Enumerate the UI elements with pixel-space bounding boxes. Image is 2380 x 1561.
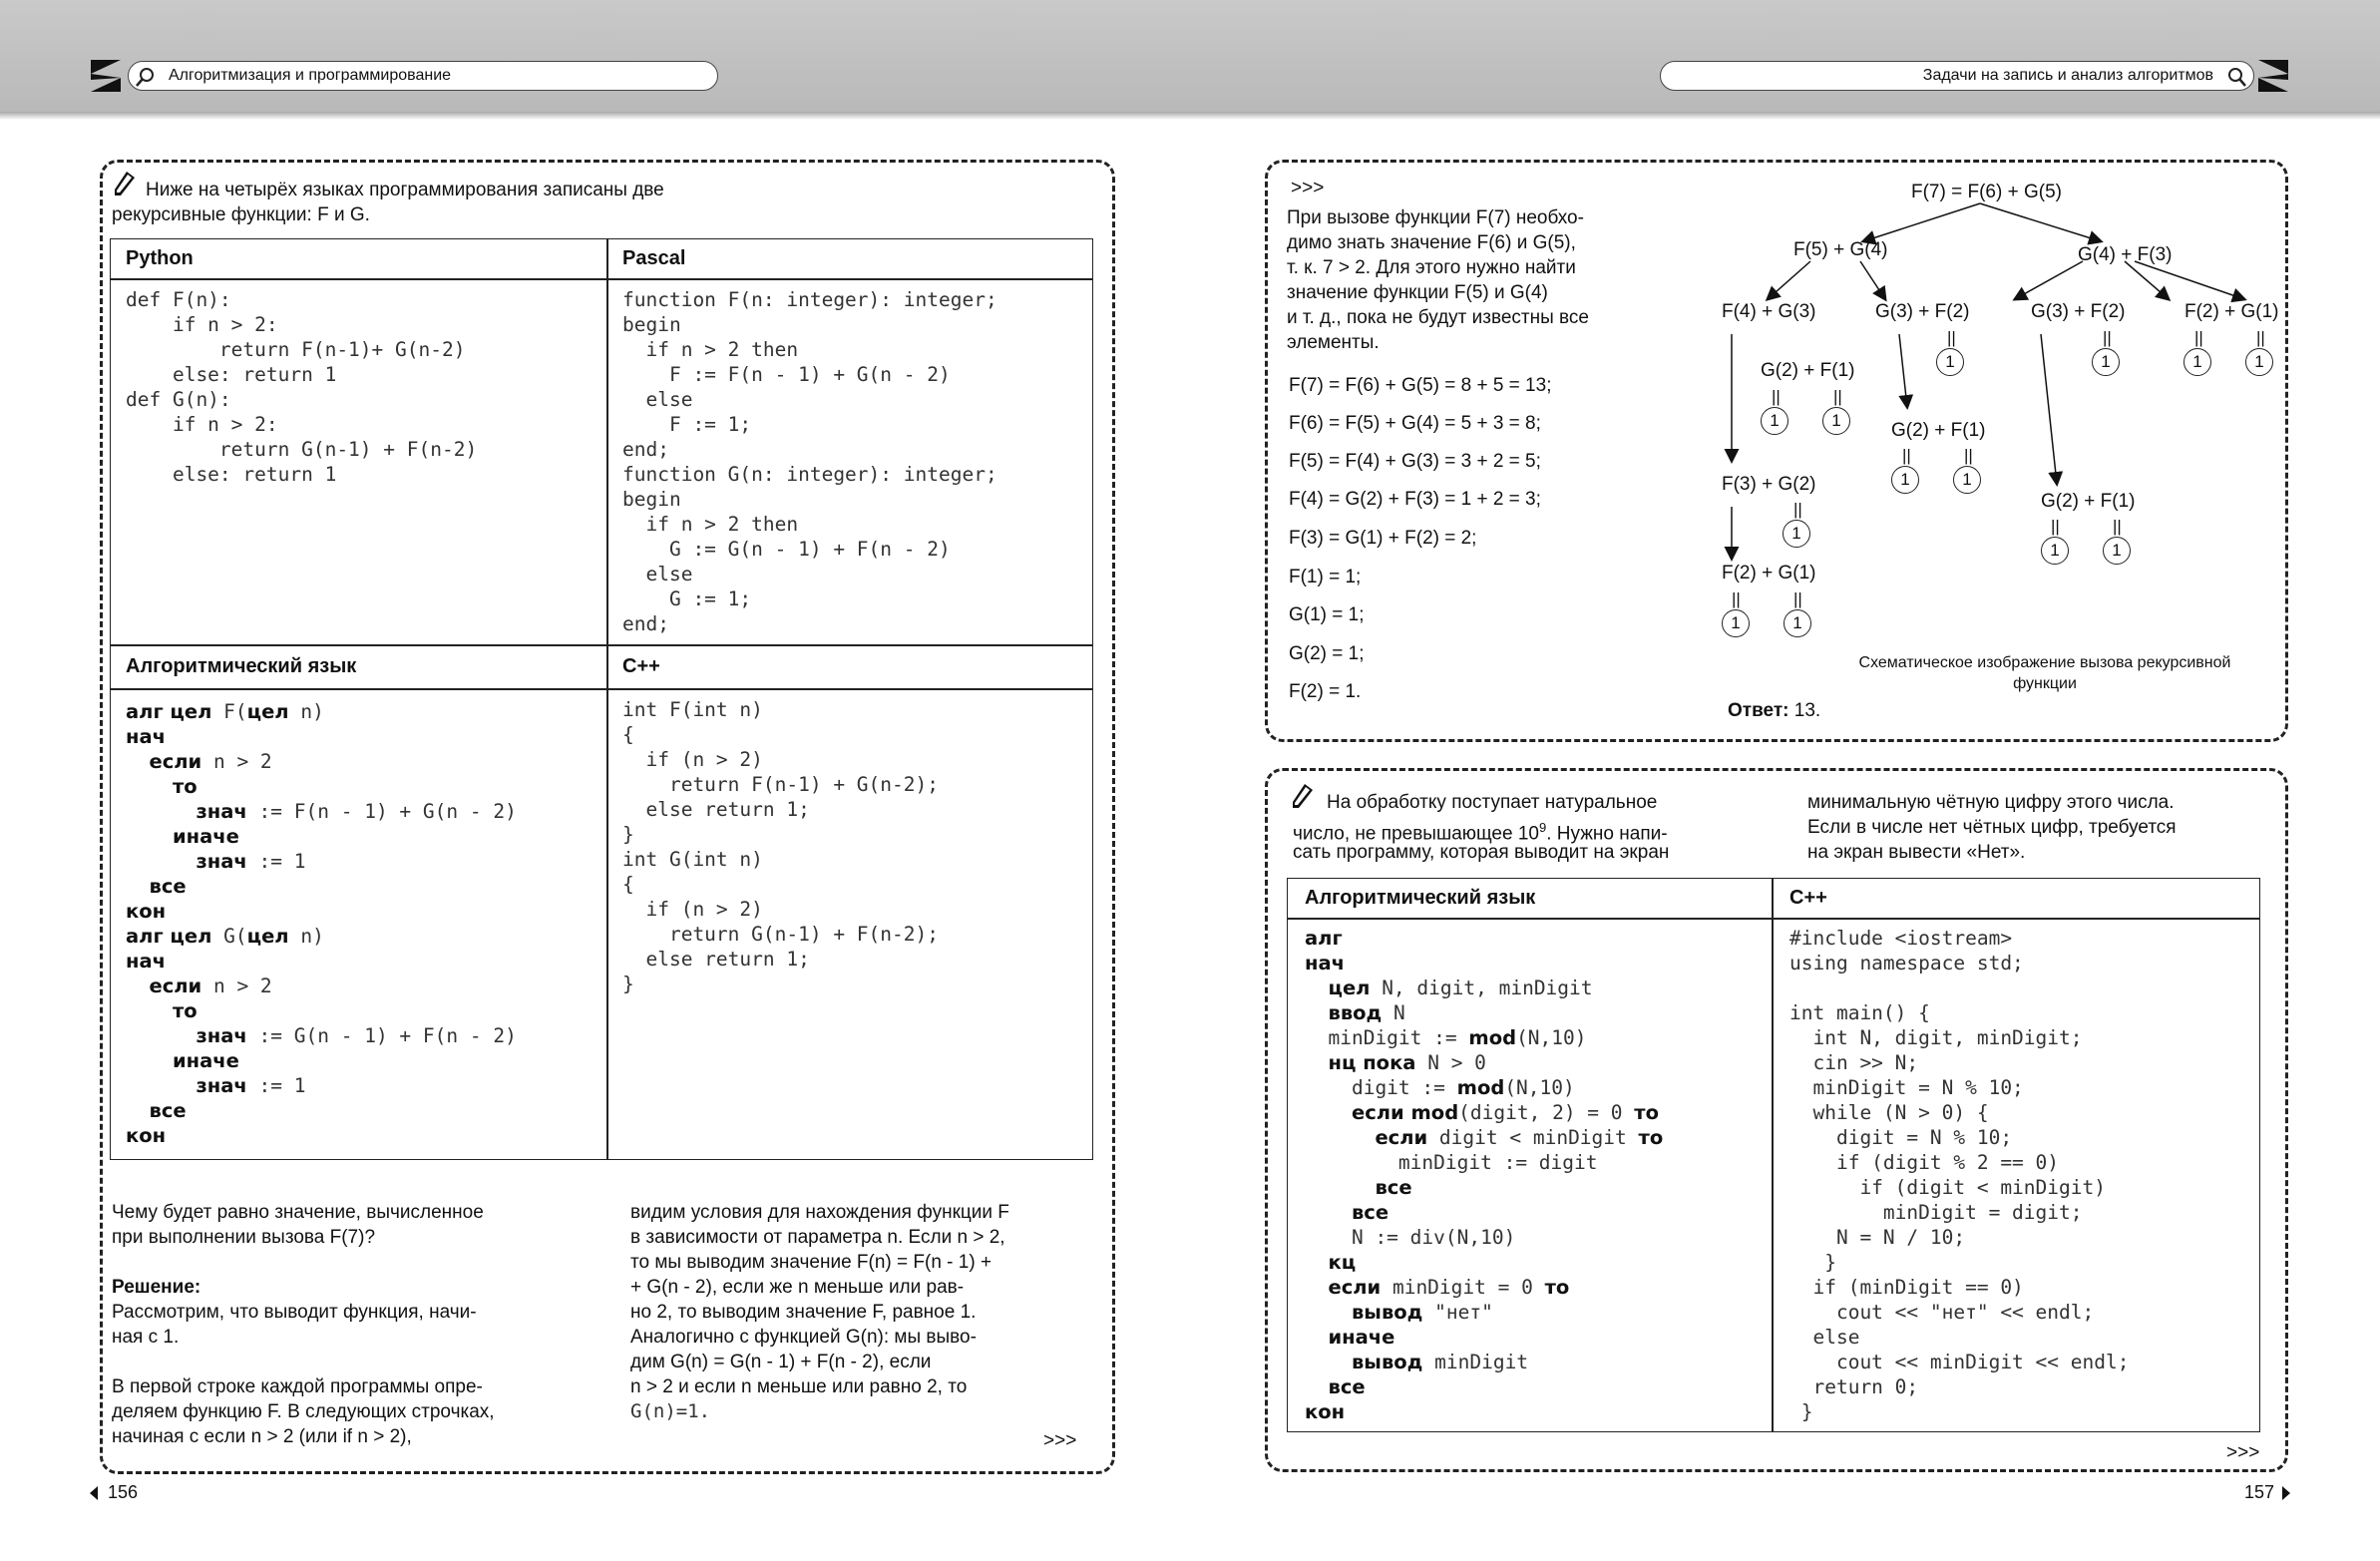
solution-col2-line2: в зависимости от параметра n. Если n > 2, bbox=[630, 1227, 1005, 1248]
solution-col2-line5: но 2, то выводим значение F, равное 1. bbox=[630, 1302, 977, 1323]
triangle-right-icon bbox=[2280, 1485, 2292, 1501]
table-divider bbox=[1287, 918, 2259, 920]
pascal-header: Pascal bbox=[622, 247, 686, 269]
question-line2: при выполнении вызова F(7)? bbox=[112, 1227, 376, 1248]
tree-leaf: 1 bbox=[1891, 466, 1919, 494]
tree-eq: || bbox=[2103, 328, 2112, 347]
equation-3: F(5) = F(4) + G(3) = 3 + 2 = 5; bbox=[1289, 451, 1541, 472]
chapter-mark-icon bbox=[2256, 58, 2290, 94]
tree-caption bbox=[1815, 652, 2274, 694]
solution-col2-line1: видим условия для нахождения функции F bbox=[630, 1202, 1009, 1223]
tree-node: G(2) + F(1) bbox=[1891, 420, 1986, 441]
answer bbox=[1728, 698, 1820, 723]
task2-line3: сать программу, которая выводит на экран bbox=[1293, 842, 1670, 863]
header-right-title: Задачи на запись и анализ алгоритмов bbox=[1922, 67, 2213, 84]
solution-p2-line2: деляем функцию F. В следующих строчках, bbox=[112, 1401, 495, 1422]
tree-node: F(4) + G(3) bbox=[1722, 301, 1816, 322]
pencil-icon bbox=[113, 170, 137, 197]
tree-node: F(5) + G(4) bbox=[1793, 239, 1888, 260]
tree-leaf: 1 bbox=[1722, 609, 1750, 637]
task2-continue-mark: >>> bbox=[2226, 1442, 2260, 1463]
answer-label: Ответ: bbox=[1728, 700, 1789, 721]
tree-node: F(2) + G(1) bbox=[2184, 301, 2279, 322]
page-number-right: 157 bbox=[2244, 1482, 2275, 1502]
answer-value: 13. bbox=[1793, 700, 1821, 721]
solution-p1-line1: Рассмотрим, что выводит функция, начи- bbox=[112, 1302, 477, 1323]
tree-eq: || bbox=[1772, 387, 1781, 406]
header-right-pill bbox=[1660, 61, 2254, 91]
tree-leaf: 1 bbox=[2183, 348, 2211, 376]
tree-leaf: 1 bbox=[2245, 348, 2273, 376]
tree-caption-line1: Схематическое изображение вызова рекурсивной bbox=[1858, 654, 2231, 671]
table-divider bbox=[606, 238, 608, 1159]
tree-node: G(3) + F(2) bbox=[2031, 301, 2126, 322]
solution-col2-line7: дим G(n) = G(n - 1) + F(n - 2), если bbox=[630, 1352, 932, 1372]
tree-eq: || bbox=[2194, 328, 2203, 347]
tree-node: G(2) + F(1) bbox=[2041, 491, 2136, 512]
tree-leaf: 1 bbox=[2092, 348, 2120, 376]
continue-marker: >>> bbox=[1291, 178, 1325, 198]
tree-eq: || bbox=[1833, 387, 1842, 406]
equation-6: F(1) = 1; bbox=[1289, 567, 1362, 587]
task2-right-line2: Если в числе нет чётных цифр, требуется bbox=[1807, 817, 2177, 838]
search-icon bbox=[135, 66, 157, 88]
tree-eq: || bbox=[1793, 500, 1802, 519]
tree-eq: || bbox=[2113, 517, 2122, 536]
tree-node: F(3) + G(2) bbox=[1722, 474, 1816, 495]
cpp-header: C++ bbox=[622, 655, 660, 677]
sol-cont-line3: т. к. 7 > 2. Для этого нужно найти bbox=[1287, 257, 1576, 278]
task2-line2-b: . Нужно напи- bbox=[1546, 823, 1668, 845]
equation-4: F(4) = G(2) + F(3) = 1 + 2 = 3; bbox=[1289, 489, 1541, 510]
tree-eq: || bbox=[1793, 589, 1802, 608]
pascal-code: function F(n: integer): integer; begin if n > 2 then F := F(n - 1) + G(n - 2) else F := 1; end; function G(n: integer): integer; begin if n > 2 then G := G(n - 1) + F(n - 2) else G := 1; end; bbox=[622, 288, 997, 635]
top-bar bbox=[0, 0, 2380, 112]
task2-line1: На обработку поступает натуральное bbox=[1327, 792, 1658, 813]
solution-p1-line2: ная с 1. bbox=[112, 1327, 180, 1348]
solution-p2-line1: В первой строке каждой программы опре- bbox=[112, 1376, 483, 1397]
tree-node: G(3) + F(2) bbox=[1875, 301, 1970, 322]
header-left-title: Алгоритмизация и программирование bbox=[169, 67, 452, 84]
solution-label: Решение: bbox=[112, 1277, 201, 1298]
algo-code: алг цел F(цел n) нач если n > 2 то знач := F(n - 1) + G(n - 2) иначе знач := 1 все кон алг цел G(цел n) нач если n > 2 то знач := G(n - 1) + F(n - 2) иначе знач := 1 все кон bbox=[126, 700, 517, 1147]
solution-p2-line3: начиная с если n > 2 (или if n > 2), bbox=[112, 1426, 412, 1447]
top-bar-shadow bbox=[0, 112, 2380, 120]
sol-cont-line2: димо знать значение F(6) и G(5), bbox=[1287, 232, 1576, 253]
equation-1: F(7) = F(6) + G(5) = 8 + 5 = 13; bbox=[1289, 375, 1552, 396]
tree-leaf: 1 bbox=[1784, 609, 1811, 637]
task2-line2-a: число, не превышающее 10 bbox=[1293, 823, 1539, 845]
task2-right-line1: минимальную чётную цифру этого числа. bbox=[1807, 792, 2175, 813]
table-divider bbox=[110, 688, 1092, 690]
solution-col2-line6: Аналогично с функцией G(n): мы выво- bbox=[630, 1327, 977, 1348]
task2-cpp-code: #include <iostream> using namespace std; int main() { int N, digit, minDigit; cin >> N; minDigit = N % 10; while (N > 0) { digit = N % 10; if (digit % 2 == 0) if (digit < minDigit) minDigit = digit; N = N / 10; } if (minDigit == 0) cout << "нет" << endl; else cout << minDigit << endl; return 0; } bbox=[1789, 927, 2130, 1423]
tree-eq: || bbox=[2256, 328, 2265, 347]
task2-right-line3: на экран вывести «Нет». bbox=[1807, 842, 2026, 863]
header-left-pill bbox=[128, 61, 718, 91]
tree-node: G(2) + F(1) bbox=[1761, 360, 1855, 381]
equation-9: F(2) = 1. bbox=[1289, 681, 1362, 702]
tree-caption-line2: функции bbox=[2013, 675, 2077, 692]
task1-intro-line2: рекурсивные функции: F и G. bbox=[112, 204, 370, 225]
tree-root: F(7) = F(6) + G(5) bbox=[1911, 182, 2062, 202]
cpp-code: int F(int n) { if (n > 2) return F(n-1) + G(n-2); else return 1; } int G(int n) { if (n > 2) return G(n-1) + F(n-2); else return 1; } bbox=[622, 698, 939, 995]
solution-col2-line3: то мы выводим значение F(n) = F(n - 1) + bbox=[630, 1252, 992, 1273]
search-icon bbox=[2225, 66, 2247, 88]
tree-node: G(4) + F(3) bbox=[2078, 244, 2173, 265]
sol-cont-line6: элементы. bbox=[1287, 332, 1380, 353]
tree-eq: || bbox=[2051, 517, 2060, 536]
solution-col2-line9: G(n)=1. bbox=[630, 1400, 711, 1422]
sol-cont-line1: При вызове функции F(7) необхо- bbox=[1287, 207, 1584, 228]
equation-5: F(3) = G(1) + F(2) = 2; bbox=[1289, 528, 1477, 549]
sol-cont-line4: значение функции F(5) и G(4) bbox=[1287, 282, 1548, 303]
task2-algo-code: алг нач цел N, digit, minDigit ввод N minDigit := mod(N,10) нц пока N > 0 digit := mod(N,10) если mod(digit, 2) = 0 то если digit < minDigit то minDigit := digit все все N := div(N,10) кц если minDigit = 0 то вывод "нет" иначе вывод minDigit все кон bbox=[1305, 927, 1664, 1423]
task2-line2-sup: 9 bbox=[1538, 820, 1547, 835]
solution-col2-line8: n > 2 и если n меньше или равно 2, то bbox=[630, 1376, 968, 1397]
tree-eq: || bbox=[1947, 328, 1956, 347]
tree-eq: || bbox=[1902, 446, 1911, 465]
python-code: def F(n): if n > 2: return F(n-1)+ G(n-2) else: return 1 def G(n): if n > 2: return G(n-1) + F(n-2) else: return 1 bbox=[126, 288, 478, 486]
task2-algo-header: Алгоритмический язык bbox=[1305, 887, 1536, 909]
equation-2: F(6) = F(5) + G(4) = 5 + 3 = 8; bbox=[1289, 413, 1541, 434]
python-header: Python bbox=[126, 247, 194, 269]
table-divider bbox=[1772, 878, 1774, 1431]
sol-cont-line5: и т. д., пока не будут известны все bbox=[1287, 307, 1589, 328]
tree-leaf: 1 bbox=[2041, 537, 2069, 565]
table-divider bbox=[110, 644, 1092, 646]
tree-leaf: 1 bbox=[1761, 407, 1788, 435]
pencil-icon bbox=[1291, 782, 1315, 810]
page-number-left: 156 bbox=[108, 1482, 139, 1502]
tree-leaf: 1 bbox=[1953, 466, 1981, 494]
equation-8: G(2) = 1; bbox=[1289, 643, 1365, 664]
equation-7: G(1) = 1; bbox=[1289, 604, 1365, 625]
algo-header: Алгоритмический язык bbox=[126, 655, 357, 677]
task2-cpp-header: C++ bbox=[1789, 887, 1827, 909]
tree-leaf: 1 bbox=[1936, 348, 1964, 376]
tree-node: F(2) + G(1) bbox=[1722, 563, 1816, 584]
continue-mark: >>> bbox=[1043, 1430, 1077, 1451]
chapter-mark-icon bbox=[89, 58, 123, 94]
tree-eq: || bbox=[1732, 589, 1741, 608]
question-line1: Чему будет равно значение, вычисленное bbox=[112, 1202, 484, 1223]
solution-col2-line4: + G(n - 2), если же n меньше или рав- bbox=[630, 1277, 965, 1298]
tree-leaf: 1 bbox=[1822, 407, 1850, 435]
table-divider bbox=[110, 278, 1092, 280]
task1-intro-line1: Ниже на четырёх языках программирования записаны две bbox=[146, 180, 664, 200]
tree-leaf: 1 bbox=[2103, 537, 2131, 565]
tree-leaf: 1 bbox=[1783, 520, 1810, 548]
triangle-left-icon bbox=[88, 1485, 100, 1501]
tree-eq: || bbox=[1964, 446, 1973, 465]
